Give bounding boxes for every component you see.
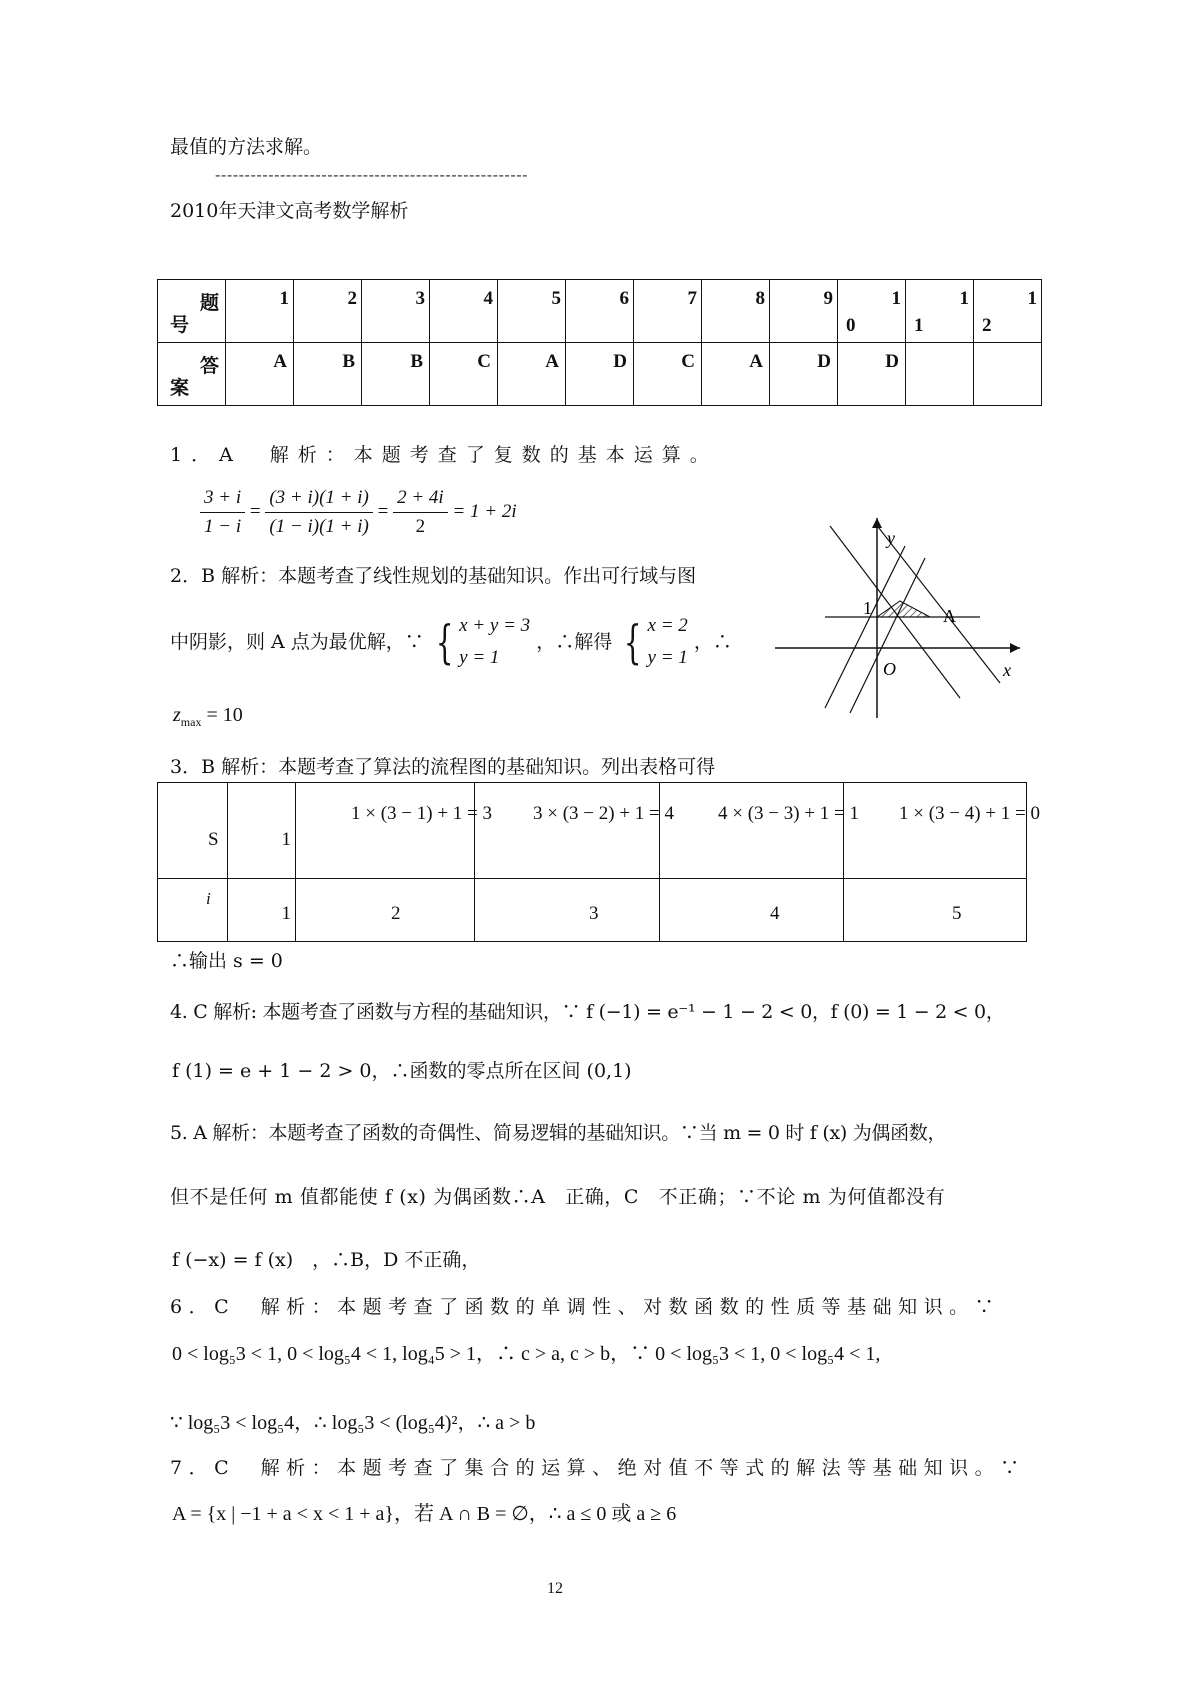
s-label-cell: S <box>158 783 228 879</box>
page-number: 12 <box>547 1580 563 1597</box>
q1-equation: $\frac{3 + i}{1 - i}$ = $\frac{(3 + i)(1 + i)}{(1 - i)(1 + i)}$ = $\frac{2 + 4i}{2}$ = 1 + 2i <box>200 487 517 538</box>
i-initial-cell: 1 <box>228 879 296 942</box>
question-number: 8 <box>702 280 770 343</box>
question-number: 3 <box>362 280 430 343</box>
answer-cell <box>906 343 974 406</box>
solution-system: x = 2 y = 1 <box>647 615 688 669</box>
q1-fraction: $\frac{3 + i}{1 - i}$ <box>200 487 245 538</box>
answer-cell: D <box>838 343 906 406</box>
page-heading: 2010年天津文高考数学解析 <box>170 200 409 222</box>
system-of-equations: x + y = 3 y = 1 <box>459 615 531 669</box>
q5-line1: 5. A 解析：本题考查了函数的奇偶性、简易逻辑的基础知识。∵当 m = 0 时 f (x) 为偶函数， <box>170 1122 947 1144</box>
flow-table <box>157 782 1041 942</box>
answer-cell: B <box>294 343 362 406</box>
q5-line2: 但不是任何 m 值都能使 f (x) 为偶函数∴A 正确，C 不正确；∵不论 m 为何值都没有 <box>170 1186 946 1208</box>
q1-fraction: $\frac{2 + 4i}{2}$ <box>393 487 448 538</box>
q7-line2: A = {x | −1 + a < x < 1 + a}，若 A ∩ B = ∅，∴ a ≤ 0 或 a ≥ 6 <box>172 1503 677 1525</box>
q6-line1: 6．C 解析：本题考查了函数的单调性、对数函数的性质等基础知识。∵ <box>170 1296 1001 1318</box>
y-axis-label: y <box>887 528 895 548</box>
q6-line3: ∵ log₅3 < log₅4，∴ log₅3 < (log₅4)²，∴ a > b <box>170 1412 536 1434</box>
section-divider: ----------------------------------------------------- <box>215 165 529 184</box>
answer-cell: B <box>362 343 430 406</box>
x-axis-label: x <box>1003 660 1011 680</box>
question-number: 1 0 <box>838 280 906 343</box>
answer-cell: A <box>498 343 566 406</box>
question-number: 4 <box>430 280 498 343</box>
q4-line1: 4. C 解析: 本题考查了函数与方程的基础知识，∵ f (−1) = e⁻¹ − 1 − 2 < 0，f (0) = 1 − 2 < 0， <box>170 1001 1005 1023</box>
zmax-result: $z_{max} = 10$ <box>173 704 243 729</box>
question-number: 1 1 <box>906 280 974 343</box>
continued-text: 最值的方法求解。 <box>170 136 323 158</box>
feasible-region-graph <box>775 518 1025 718</box>
i-value-cell: 2 <box>296 879 475 942</box>
s-value-cell: 1 × (3 − 4) + 1 = 0 <box>844 783 1027 879</box>
question-number: 6 <box>566 280 634 343</box>
q5-line3: f (−x) = f (x) ，∴B，D 不正确， <box>172 1249 481 1271</box>
s-value-cell: 1 × (3 − 1) + 1 = 3 <box>296 783 475 879</box>
i-row <box>158 879 1027 942</box>
i-value-cell: 3 <box>475 879 660 942</box>
i-value-cell: 5 <box>844 879 1027 942</box>
s-value-cell: 3 × (3 − 2) + 1 = 4 <box>475 783 660 879</box>
origin-label: O <box>883 659 896 679</box>
answer-cell: C <box>634 343 702 406</box>
boundary-line <box>825 546 905 708</box>
question-number: 5 <box>498 280 566 343</box>
q2-line1: 2．B 解析：本题考查了线性规划的基础知识。作出可行域与图 <box>170 565 697 587</box>
s-row <box>158 783 1027 879</box>
answer-cell <box>974 343 1042 406</box>
q3-label: 3．B 解析：本题考查了算法的流程图的基础知识。列出表格可得 <box>170 756 716 778</box>
number-row <box>158 280 1042 343</box>
answer-cell: D <box>770 343 838 406</box>
answer-cell: A <box>226 343 294 406</box>
question-number: 9 <box>770 280 838 343</box>
answer-cell: C <box>430 343 498 406</box>
q7-line1: 7．C 解析：本题考查了集合的运算、绝对值不等式的解法等基础知识。∵ <box>170 1457 1026 1479</box>
question-number: 2 <box>294 280 362 343</box>
point-a-label: A <box>943 606 956 626</box>
q1-label: 1．A 解析：本题考查了复数的基本运算。 <box>170 444 718 466</box>
number-row-label: 题 号 <box>158 280 226 343</box>
i-label-cell: i <box>158 879 228 942</box>
answer-cell: A <box>702 343 770 406</box>
question-number: 1 2 <box>974 280 1042 343</box>
q3-output: ∴输出 s = 0 <box>170 950 283 972</box>
question-number: 7 <box>634 280 702 343</box>
answer-table <box>157 279 1042 406</box>
answer-cell: D <box>566 343 634 406</box>
s-value-cell: 4 × (3 − 3) + 1 = 1 <box>660 783 844 879</box>
q6-line2: 0 < log₅3 < 1, 0 < log₅4 < 1, log₄5 > 1，∴ c > a, c > b，∵ 0 < log₅3 < 1, 0 < log₅4 < 1, <box>172 1343 881 1365</box>
question-number: 1 <box>226 280 294 343</box>
s-initial-cell: 1 <box>228 783 296 879</box>
x-axis-arrow-icon <box>1010 643 1020 653</box>
q1-fraction: $\frac{(3 + i)(1 + i)}{(1 - i)(1 + i)}$ <box>265 487 373 538</box>
y-intercept-label: 1 <box>863 598 872 618</box>
answer-row-label: 答 案 <box>158 343 226 406</box>
q2-line2: 中阴影，则 A 点为最优解，∵ { x + y = 3 y = 1 ，∴解得 { x = 2 y = 1 ，∴ <box>170 610 732 675</box>
q4-line2: f (1) = e + 1 − 2 > 0，∴函数的零点所在区间 (0,1) <box>172 1060 632 1082</box>
i-value-cell: 4 <box>660 879 844 942</box>
answer-row <box>158 343 1042 406</box>
